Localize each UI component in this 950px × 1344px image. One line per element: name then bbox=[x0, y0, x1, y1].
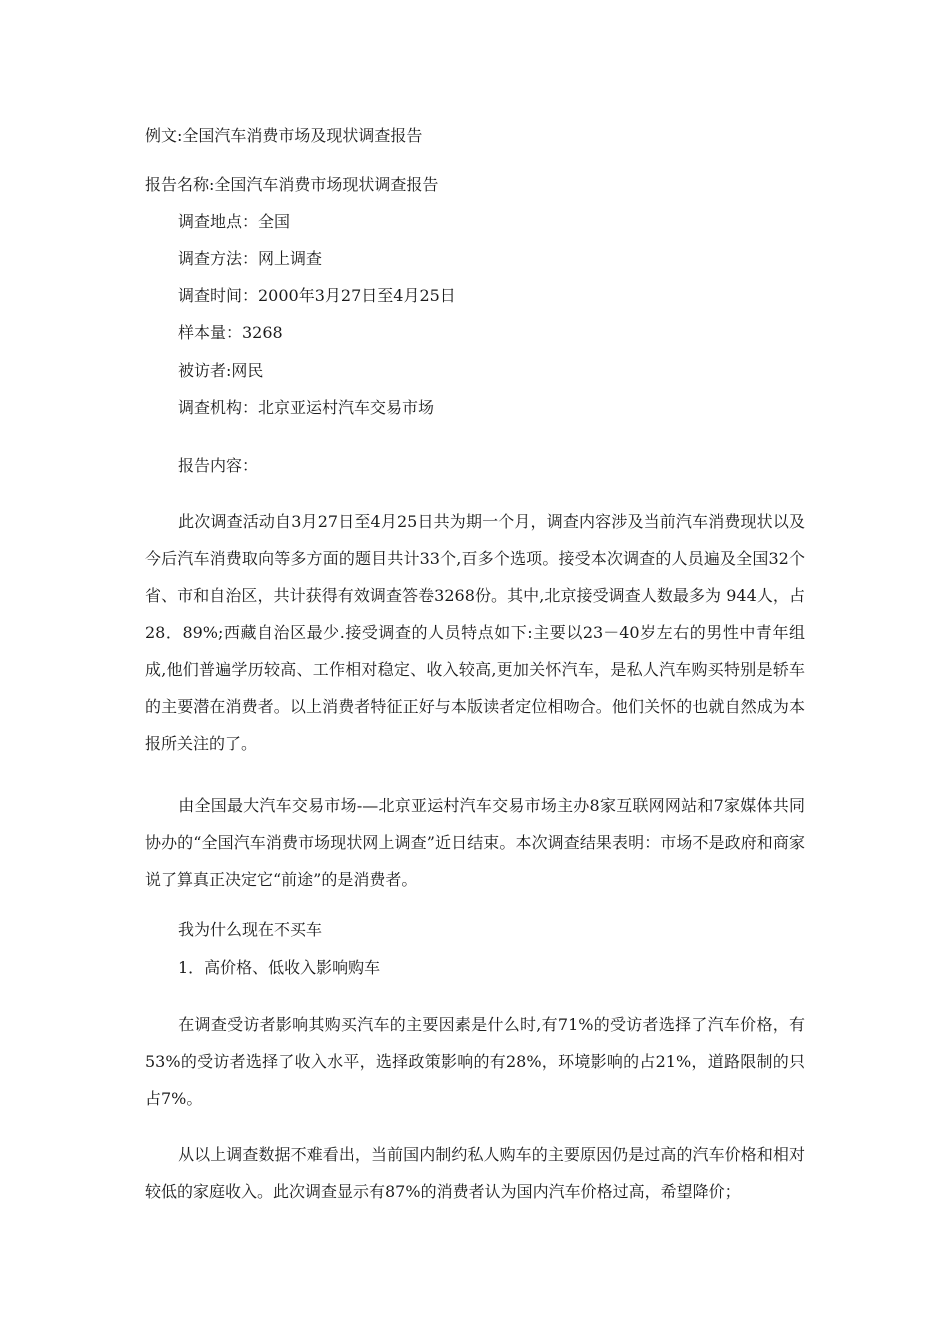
paragraph-text: 由全国最大汽车交易市场-—北京亚运村汽车交易市场主办8家互联网网站和7家媒体共同协办的“全国汽车消费市场现状网上调查”近日结束。本次调查结果表明：市场不是政府和商家说了算真正决定它“前途”的是消费者。 bbox=[145, 796, 805, 889]
subsection-heading: 1．高价格、低收入影响购车 bbox=[178, 958, 381, 977]
content-heading: 报告内容： bbox=[178, 456, 259, 475]
paragraph-text: 在调查受访者影响其购买汽车的主要因素是什么时,有71%的受访者选择了汽车价格，有53%的受访者选择了收入水平，选择政策影响的有28%，环境影响的占21%，道路限制的只占7%。 bbox=[145, 1015, 805, 1108]
meta-respondents: 被访者:网民 bbox=[178, 361, 264, 380]
meta-sample-size: 样本量：3268 bbox=[178, 323, 283, 342]
meta-method: 调查方法：网上调查 bbox=[178, 249, 323, 268]
section-heading: 我为什么现在不买车 bbox=[178, 920, 323, 939]
paragraph-survey-result bbox=[145, 787, 805, 898]
report-name: 报告名称:全国汽车消费市场现状调查报告 bbox=[145, 175, 439, 194]
paragraph-text: 此次调查活动自3月27日至4月25日共为期一个月，调查内容涉及当前汽车消费现状以及今后汽车消费取向等多方面的题目共计33个,百多个选项。接受本次调查的人员遍及全国32个省、市和自治区，共计获得有效调查答卷3268份。其中,北京接受调查人数最多为 944人，占28．89%;西藏自治区最少.接受调查的人员特点如下:主要以23－40岁左右的男性中青年组成,他们普遍学历较高、工作相对稳定、收入较高,更加关怀汽车，是私人汽车购买特别是轿车的主要潜在消费者。以上消费者特征正好与本版读者定位相吻合。他们关怀的也就自然成为本报所关注的了。 bbox=[145, 512, 805, 753]
meta-organization: 调查机构：北京亚运村汽车交易市场 bbox=[178, 398, 435, 417]
paragraph-price-analysis bbox=[145, 1136, 805, 1210]
meta-time: 调查时间：2000年3月27日至4月25日 bbox=[178, 286, 456, 305]
document-title: 例文:全国汽车消费市场及现状调查报告 bbox=[145, 126, 423, 145]
meta-location: 调查地点：全国 bbox=[178, 212, 291, 231]
paragraph-purchase-factors bbox=[145, 1006, 805, 1117]
paragraph-survey-overview bbox=[145, 503, 805, 762]
paragraph-text: 从以上调查数据不难看出，当前国内制约私人购车的主要原因仍是过高的汽车价格和相对较低的家庭收入。此次调查显示有87%的消费者认为国内汽车价格过高，希望降价； bbox=[145, 1145, 805, 1201]
